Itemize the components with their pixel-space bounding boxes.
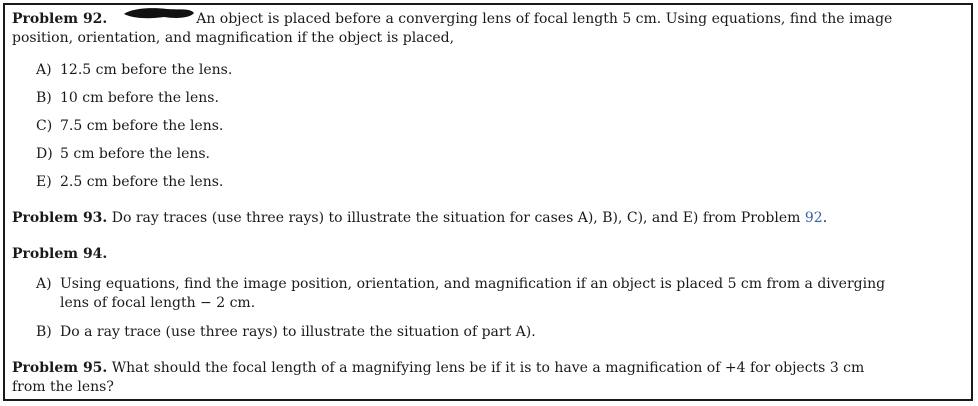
list-item <box>36 276 885 292</box>
problem-92-line-2: position, orientation, and magnification if the object is placed, <box>12 30 455 46</box>
problem-93-title: Problem 93. <box>12 210 108 226</box>
problem-95-title: Problem 95. <box>12 360 108 376</box>
list-item <box>36 146 210 162</box>
item-text: 2.5 cm before the lens. <box>60 174 224 190</box>
item-letter: A) <box>36 276 52 292</box>
problem-92-reference-link[interactable]: 92 <box>804 210 823 226</box>
item-text: 7.5 cm before the lens. <box>60 118 224 134</box>
redaction-mark <box>122 7 196 20</box>
problem-94-title: Problem 94. <box>12 246 108 262</box>
problem-93-line <box>12 210 827 226</box>
item-text: Do a ray trace (use three rays) to illustrate the situation of part A). <box>60 324 536 340</box>
problem-93-end: . <box>822 210 828 226</box>
problem-95-line-1 <box>12 360 864 376</box>
list-item <box>36 324 536 340</box>
problem-95-text-1: What should the focal length of a magnifying lens be if it is to have a magnification of +4 for objects 3 cm <box>111 360 865 376</box>
problem-92-title: Problem 92. <box>12 11 108 27</box>
list-item <box>36 118 223 134</box>
item-continuation: lens of focal length − 2 cm. <box>60 295 256 311</box>
item-letter: D) <box>36 146 53 162</box>
problem-92-text-1: An object is placed before a converging lens of focal length 5 cm. Using equations, find the image <box>196 11 893 27</box>
item-letter: B) <box>36 90 52 106</box>
list-item <box>36 174 223 190</box>
item-text: 12.5 cm before the lens. <box>60 62 233 78</box>
problem-95-line-2: from the lens? <box>12 379 114 395</box>
item-letter: A) <box>36 62 52 78</box>
item-letter: B) <box>36 324 52 340</box>
list-item <box>36 90 219 106</box>
item-letter: E) <box>36 174 52 190</box>
item-letter: C) <box>36 118 53 134</box>
item-text: Using equations, find the image position, orientation, and magnification if an object is placed 5 cm from a diverging <box>60 276 886 292</box>
item-text: 10 cm before the lens. <box>60 90 219 106</box>
item-text: 5 cm before the lens. <box>60 146 211 162</box>
problem-93-text: Do ray traces (use three rays) to illustrate the situation for cases A), B), C), and E) from Problem <box>111 210 801 226</box>
list-item <box>36 62 232 78</box>
